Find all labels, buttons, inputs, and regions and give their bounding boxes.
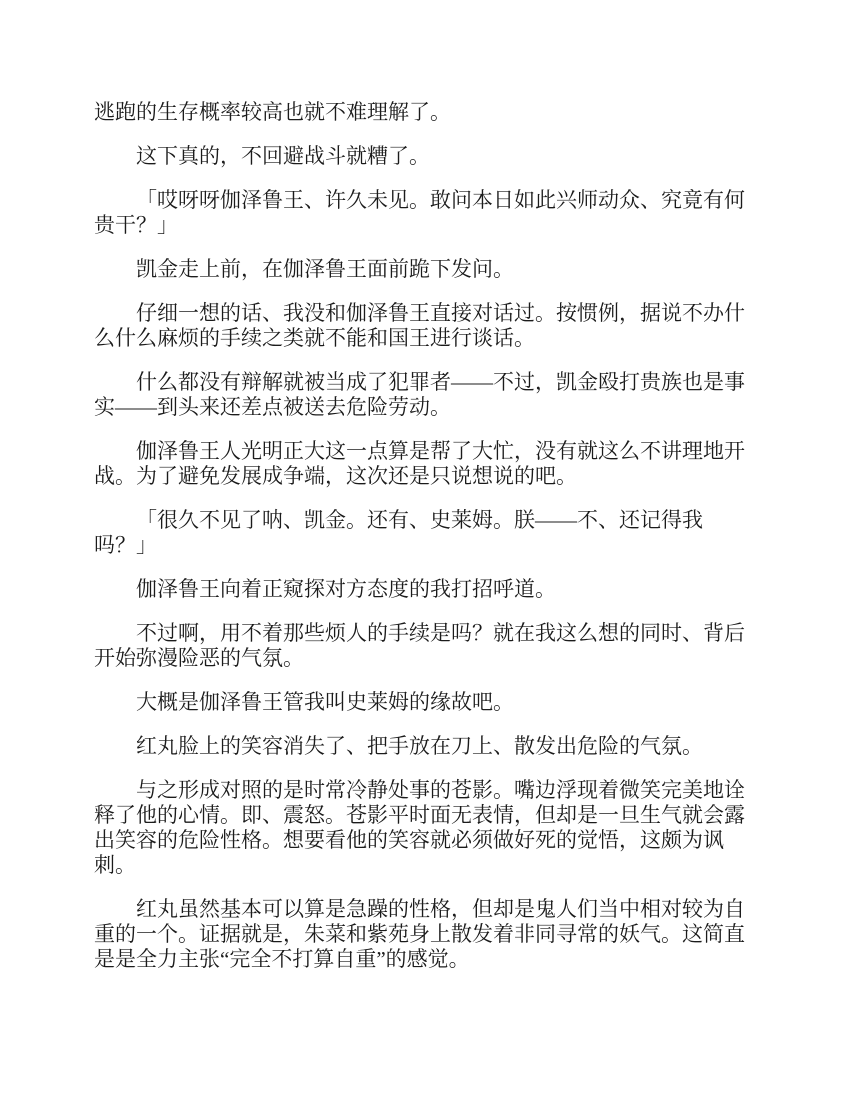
paragraph: 红丸虽然基本可以算是急躁的性格，但却是鬼人们当中相对较为自重的一个。证据就是，朱菜和紫苑身上散发着非同寻常的妖气。这简直是是全力主张“完全不打算自重”的感觉。 — [94, 897, 745, 971]
paragraph: 伽泽鲁王向着正窥探对方态度的我打招呼道。 — [136, 577, 556, 601]
paragraph: 伽泽鲁王人光明正大这一点算是帮了大忙，没有就这么不讲理地开战。为了避免发展成争端，这次还是只说想说的吧。 — [94, 439, 745, 488]
paragraph: 仔细一想的话、我没和伽泽鲁王直接对话过。按惯例，据说不办什么什么麻烦的手续之类就不能和国王进行谈话。 — [94, 301, 745, 350]
paragraph: 与之形成对照的是时常冷静处事的苍影。嘴边浮现着微笑完美地诠释了他的心情。即、震怒。苍影平时面无表情，但却是一旦生气就会露出笑容的危险性格。想要看他的笑容就必须做好死的觉悟，这颇为讽刺。 — [94, 778, 745, 877]
paragraph: 这下真的，不回避战斗就糟了。 — [136, 144, 430, 168]
paragraph: 「哎呀呀伽泽鲁王、许久未见。敢问本日如此兴师动众、究竟有何贵干？」 — [94, 188, 745, 237]
paragraph: 逃跑的生存概率较高也就不难理解了。 — [94, 100, 451, 124]
paragraph: 不过啊，用不着那些烦人的手续是吗？就在我这么想的同时、背后开始弥漫险恶的气氛。 — [94, 621, 745, 670]
paragraph: 「很久不见了呐、凯金。还有、史莱姆。朕——不、还记得我吗？」 — [94, 508, 703, 557]
document-body — [94, 100, 754, 991]
paragraph: 凯金走上前，在伽泽鲁王面前跪下发问。 — [136, 257, 514, 281]
paragraph: 大概是伽泽鲁王管我叫史莱姆的缘故吧。 — [136, 690, 514, 714]
paragraph: 红丸脸上的笑容消失了、把手放在刀上、散发出危险的气氛。 — [136, 734, 703, 758]
paragraph: 什么都没有辩解就被当成了犯罪者——不过，凯金殴打贵族也是事实——到头来还差点被送去危险劳动。 — [94, 370, 745, 419]
